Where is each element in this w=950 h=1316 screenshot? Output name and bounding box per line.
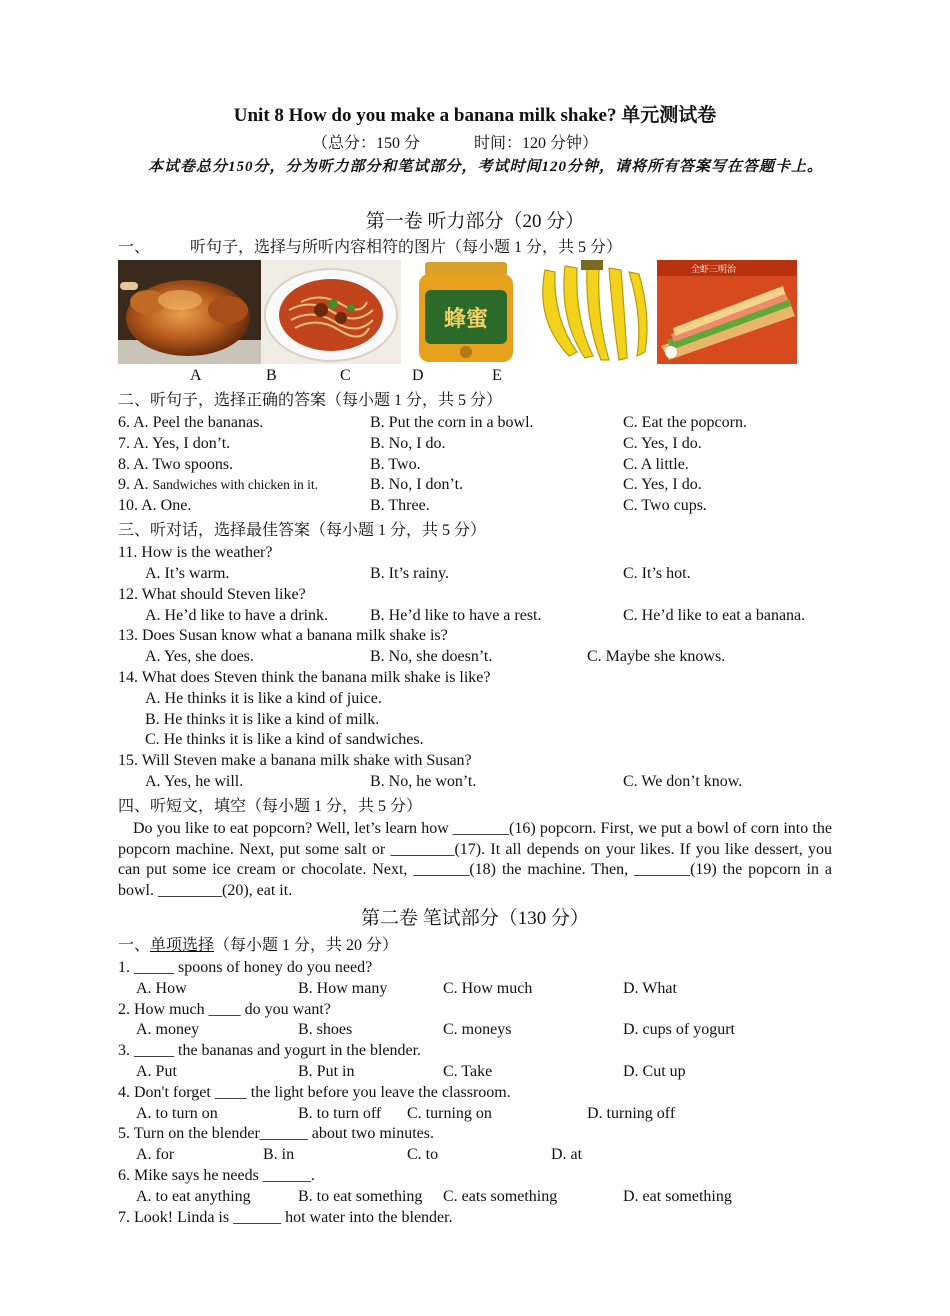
part2-section1-heading (118, 936, 398, 956)
q9-option-a (118, 475, 318, 495)
p2-q6-option-a: A. to eat anything (136, 1188, 251, 1205)
q10-option-c: C. Two cups. (623, 497, 707, 514)
honey-jar-label: 蜂蜜 (443, 307, 489, 332)
p2-q1-option-a: A. How (136, 980, 187, 997)
q9-option-c: C. Yes, I do. (623, 476, 702, 493)
q12-option-c: C. He’d like to eat a banana. (623, 607, 806, 624)
part2-heading: 第二卷 笔试部分（130 分） (360, 908, 589, 929)
q13-option-b: B. No, she doesn’t. (370, 648, 493, 665)
p2-q5-option-a: A. for (136, 1146, 175, 1163)
section4-heading: 四、听短文，填空（每小题 1 分，共 5 分） (118, 798, 423, 815)
q12-option-a: A. He’d like to have a drink. (145, 607, 329, 624)
picture-label-c: C (340, 367, 351, 384)
p2-q2-option-d: D. cups of yogurt (623, 1021, 735, 1038)
p2-q7-question: 7. Look! Linda is ______ hot water into the blender. (118, 1209, 453, 1226)
p2-q1-option-b: B. How many (298, 980, 388, 997)
p2-q4-option-c: C. turning on (407, 1105, 492, 1122)
q6-option-c: C. Eat the popcorn. (623, 414, 747, 431)
noodles-image (261, 260, 401, 364)
q6-option-b: B. Put the corn in a bowl. (370, 414, 534, 431)
q11-option-a: A. It’s warm. (145, 565, 230, 582)
p2-q4-option-d: D. turning off (587, 1105, 676, 1122)
sandwich-image (657, 260, 797, 364)
q6-option-a: 6. A. Peel the bananas. (118, 414, 264, 431)
q15-question: 15. Will Steven make a banana milk shake with Susan? (118, 752, 472, 769)
part1-heading: 第一卷 听力部分（20 分） (365, 211, 585, 232)
q9-option-a-text: Sandwiches with chicken in it. (152, 477, 319, 492)
p2-q1-option-d: D. What (623, 980, 677, 997)
q7-option-c: C. Yes, I do. (623, 435, 702, 452)
q11-option-c: C. It’s hot. (623, 565, 691, 582)
q14-option-c: C. He thinks it is like a kind of sandwiches. (145, 731, 424, 748)
p2-q4-question: 4. Don't forget ____ the light before you leave the classroom. (118, 1084, 511, 1101)
p2-q6-option-c: C. eats something (443, 1188, 558, 1205)
p2-q2-option-b: B. shoes (298, 1021, 353, 1038)
q12-option-b: B. He’d like to have a rest. (370, 607, 542, 624)
q14-question: 14. What does Steven think the banana milk shake is like? (118, 669, 491, 686)
p2-q2-question: 2. How much ____ do you want? (118, 1001, 331, 1018)
p2-q5-option-d: D. at (551, 1146, 583, 1163)
q13-option-a: A. Yes, she does. (145, 648, 254, 665)
q9-option-b: B. No, I don’t. (370, 476, 464, 493)
p2-q3-option-c: C. Take (443, 1063, 493, 1080)
q10-option-b: B. Three. (370, 497, 430, 514)
p2-q3-option-d: D. Cut up (623, 1063, 686, 1080)
section3-heading: 三、听对话，选择最佳答案（每小题 1 分，共 5 分） (118, 522, 487, 539)
exam-instructions: 本试卷总分150分，分为听力部分和笔试部分，考试时间120分钟，请将所有答案写在答题卡上。 (148, 159, 824, 175)
q13-option-c: C. Maybe she knows. (587, 648, 726, 665)
q8-option-c: C. A little. (623, 456, 689, 473)
picture-label-a: A (190, 367, 202, 384)
p2-q3-option-a: A. Put (136, 1063, 177, 1080)
q8-option-b: B. Two. (370, 456, 421, 473)
part2-section1-number: 一、 (118, 937, 151, 954)
p2-q3-option-b: B. Put in (298, 1063, 355, 1080)
p2-q6-question: 6. Mike says he needs ______. (118, 1167, 315, 1184)
q8-option-a: 8. A. Two spoons. (118, 456, 234, 473)
roast-chicken-image (118, 260, 261, 364)
p2-q5-option-b: B. in (263, 1146, 295, 1163)
p2-q1-question: 1. _____ spoons of honey do you need? (118, 959, 373, 976)
q13-question: 13. Does Susan know what a banana milk shake is? (118, 627, 448, 644)
p2-q1-option-c: C. How much (443, 980, 533, 997)
p2-q5-question: 5. Turn on the blender______ about two minutes. (118, 1125, 434, 1142)
q15-option-c: C. We don’t know. (623, 773, 743, 790)
q11-option-b: B. It’s rainy. (370, 565, 449, 582)
picture-label-d: D (412, 367, 424, 384)
q7-option-b: B. No, I do. (370, 435, 446, 452)
p2-q6-option-d: D. eat something (623, 1188, 732, 1205)
picture-strip (118, 260, 813, 364)
section2-heading: 二、听句子，选择正确的答案（每小题 1 分，共 5 分） (118, 392, 503, 409)
q15-option-b: B. No, he won’t. (370, 773, 477, 790)
q15-option-a: A. Yes, he will. (145, 773, 244, 790)
p2-q4-option-a: A. to turn on (136, 1105, 218, 1122)
p2-q3-question: 3. _____ the bananas and yogurt in the blender. (118, 1042, 422, 1059)
sandwich-banner: 全虾三明治 (691, 265, 737, 275)
p2-q5-option-c: C. to (407, 1146, 439, 1163)
q14-option-a: A. He thinks it is like a kind of juice. (145, 690, 382, 707)
p2-q2-option-a: A. money (136, 1021, 200, 1038)
section1-number: 一、 (118, 239, 151, 256)
total-score: （总分：150 分 (312, 135, 421, 152)
honey-jar-image (401, 260, 531, 364)
p2-q2-option-c: C. moneys (443, 1021, 512, 1038)
picture-label-b: B (266, 367, 277, 384)
page-title: Unit 8 How do you make a banana milk shake? 单元测试卷 (233, 105, 717, 126)
p2-q4-option-b: B. to turn off (298, 1105, 382, 1122)
q10-option-a: 10. A. One. (118, 497, 192, 514)
part2-section1-title: 单项选择 (150, 937, 215, 954)
q7-option-a: 7. A. Yes, I don’t. (118, 435, 231, 452)
picture-label-e: E (492, 367, 502, 384)
section1-heading: 听句子，选择与所听内容相符的图片（每小题 1 分，共 5 分） (190, 239, 623, 256)
q12-question: 12. What should Steven like? (118, 586, 306, 603)
p2-q6-option-b: B. to eat something (298, 1188, 423, 1205)
part2-section1-points: （每小题 1 分，共 20 分） (214, 937, 399, 954)
q11-question: 11. How is the weather? (118, 544, 273, 561)
q14-option-b: B. He thinks it is like a kind of milk. (145, 711, 380, 728)
q9-number: 9. A. (118, 476, 153, 493)
bananas-image (531, 260, 657, 364)
exam-time: 时间：120 分钟） (474, 135, 599, 152)
listening-passage: Do you like to eat popcorn? Well, let’s learn how _______(16) popcorn. First, we put a bowl of corn into the popcorn machine. Next, put some salt or ________(17). It all depends on your likes. If you like dessert, you can put some ice cream or chocolate. Next, _______(18) the machine. Then, _______(19) the popcorn in a bowl. ________(20), eat it. (118, 820, 832, 900)
